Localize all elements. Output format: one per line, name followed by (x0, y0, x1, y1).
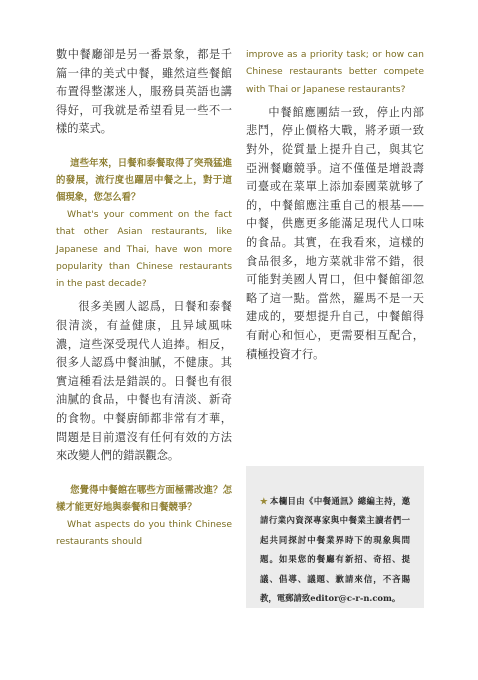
editor-note-text: 本欄目由《中餐通訊》總編主持，邀請行業內資深專家與中餐業主讀者們一起共同探討中餐業界時下的現象與問題。如果您的餐廳有新招、奇招、提議、倡導、議題、歉請來信，不吝賜教，電郵請致editor@c-r-n.com。 (260, 496, 410, 604)
question-1-chinese: 這些年來，日餐和泰餐取得了突飛猛進的發展，流行度也躍居中餐之上，對于這個現象，您怎么看？ (56, 157, 232, 203)
editor-note-box (246, 466, 424, 608)
editor-note (260, 492, 410, 608)
question-2-chinese: 您覺得中餐館在哪些方面極需改進？怎樣才能更好地與泰餐和日餐競爭？ (56, 484, 232, 513)
question-2-english: What aspects do you think Chinese restaurants should (56, 518, 232, 548)
left-column (56, 46, 232, 550)
answer-2: 中餐館應團結一致，停止内部悲鬥，停止價格大戰，將矛頭一致對外，從質量上提升自己，與其它亞洲餐廳競爭。這不僅僅是增設壽司臺或在菜單上添加泰國菜就够了的，中餐館應注重自己的根基——中餐，供應更多能滿足現代人口味的食品。其實，在我看來，這樣的食品很多，地方菜就非常不錯，很可能對美國人胃口，但中餐館卻忽略了這一點。當然，羅馬不是一天建成的，要想提升自己，中餐館得有耐心和恒心，更需要相互配合，積極投資才行。 (246, 105, 424, 361)
intro-paragraph: 數中餐廳卻是另一番景象，都是千篇一律的美式中餐，雖然這些餐館布置得整潔迷人，服務員英語也講得好，可我就是希望看見一些不一樣的菜式。 (56, 48, 232, 136)
question-2-english-continued: improve as a priority task; or how can Chinese restaurants better compete with Thai or Japanese restaurants? (246, 49, 424, 95)
question-1-english: What's your comment on the fact that other Asian restaurants, like Japanese and Thai, have won more popularity than Chinese restaurants in the past decade? (56, 208, 232, 290)
answer-1: 很多美國人認爲，日餐和泰餐很清淡，有益健康，且异域風味濃，這些深受現代人追捧。相反，很多人認爲中餐油膩，不健康。其實這種看法是錯誤的。日餐也有很油膩的食品，中餐也有清淡、新奇的食物。中餐廚師都非常有才華，問題是目前還沒有任何有效的方法來改變人們的錯誤觀念。 (56, 300, 232, 463)
right-column (246, 46, 424, 364)
star-icon: ★ (260, 496, 268, 506)
